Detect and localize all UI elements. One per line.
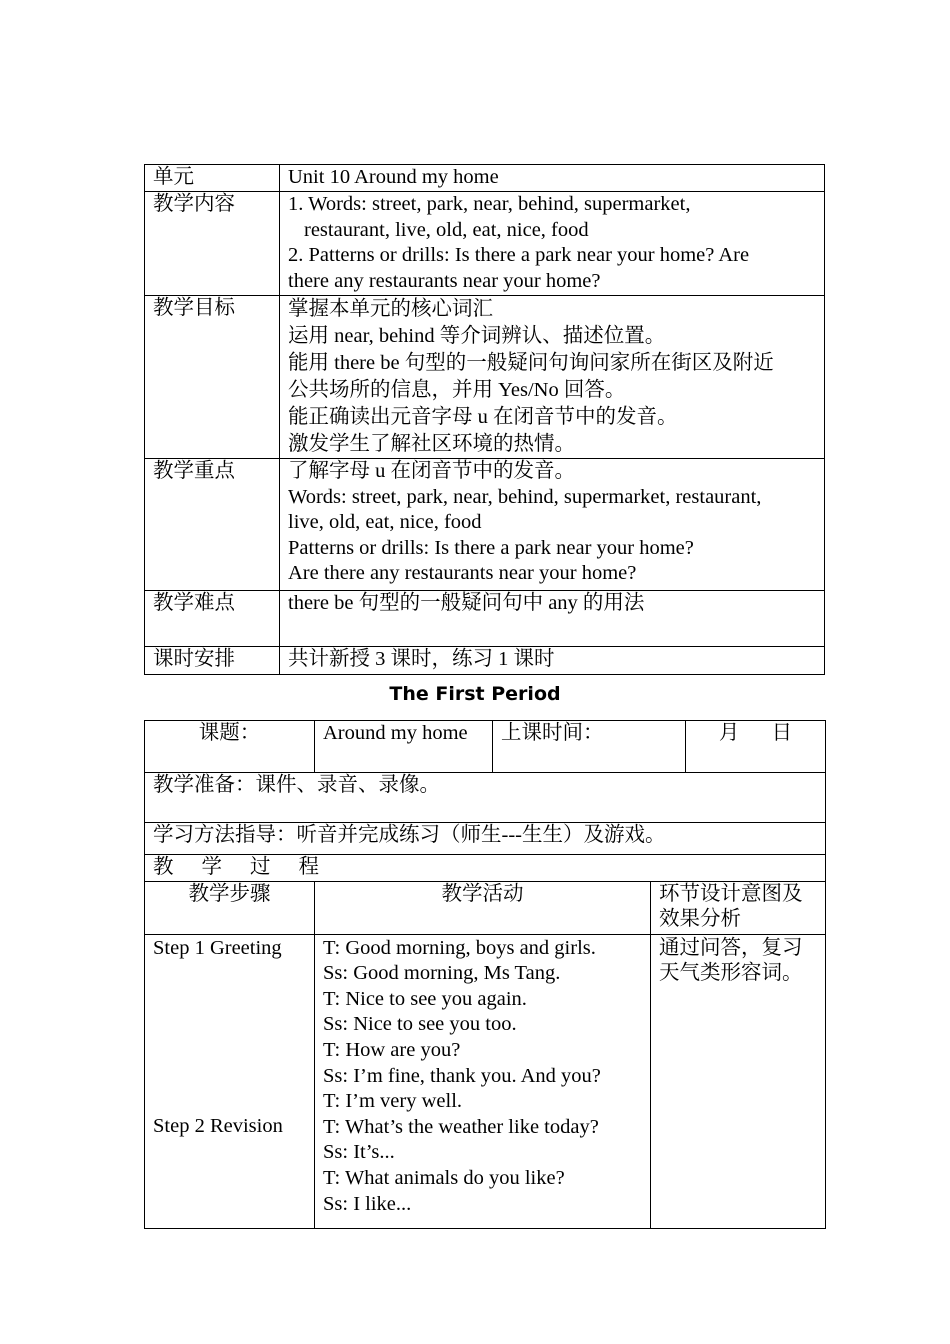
step-2: Step 2 Revision xyxy=(153,1115,283,1138)
period-title: The First Period xyxy=(389,683,561,705)
process-heading xyxy=(145,855,826,882)
content-value xyxy=(280,192,825,296)
objective-line: 公共场所的信息，并用 Yes/No 回答。 xyxy=(288,379,626,401)
step-1: Step 1 Greeting xyxy=(153,936,282,959)
schedule-label: 课时安排 xyxy=(145,647,280,675)
content-line: restaurant, live, old, eat, nice, food xyxy=(304,218,589,241)
row-unit xyxy=(145,165,825,192)
activity-line: Ss: Nice to see you too. xyxy=(323,1013,517,1036)
key-point-line: Are there any restaurants near your home? xyxy=(288,562,637,585)
process-char: 过 xyxy=(250,856,271,878)
activity-line: T: Good morning, boys and girls. xyxy=(323,936,596,959)
content-line: 2. Patterns or drills: Is there a park near your home? Are xyxy=(288,244,750,267)
time-label: 上课时间： xyxy=(493,721,686,773)
process-char: 学 xyxy=(201,856,222,878)
header-intent: 环节设计意图及效果分析 xyxy=(651,881,826,934)
key-point-line: live, old, eat, nice, food xyxy=(288,511,482,534)
date-field xyxy=(686,721,826,773)
activity-line: T: I’m very well. xyxy=(323,1090,463,1113)
header-steps: 教学步骤 xyxy=(145,881,315,934)
unit-value: Unit 10 Around my home xyxy=(280,165,825,192)
steps-cell xyxy=(145,934,315,1228)
difficulties-value: there be 句型的一般疑问句中 any 的用法 xyxy=(280,591,825,647)
objectives-label: 教学目标 xyxy=(145,296,280,459)
row-difficulties xyxy=(145,591,825,647)
process-char: 教 xyxy=(153,856,174,878)
row-method xyxy=(145,823,826,855)
key-point-line: Words: street, park, near, behind, supermarket, restaurant, xyxy=(288,485,762,508)
preparation: 教学准备：课件、录音、录像。 xyxy=(145,773,826,823)
key-point-line: Patterns or drills: Is there a park near your home? xyxy=(288,536,694,559)
row-key-points xyxy=(145,459,825,591)
objective-line: 能正确读出元音字母 u 在闭音节中的发音。 xyxy=(288,406,678,428)
month-label: 月 xyxy=(718,722,740,744)
objective-line: 激发学生了解社区环境的热情。 xyxy=(288,433,575,455)
row-preparation xyxy=(145,773,826,823)
row-schedule xyxy=(145,647,825,675)
objective-line: 掌握本单元的核心词汇 xyxy=(288,298,493,320)
activity-line: Ss: I’m fine, thank you. And you? xyxy=(323,1064,601,1087)
objective-line: 运用 near, behind 等介词辨认、描述位置。 xyxy=(288,325,666,347)
content-line: 1. Words: street, park, near, behind, supermarket, xyxy=(288,193,691,215)
activity-line: T: Nice to see you again. xyxy=(323,987,527,1010)
day-label: 日 xyxy=(771,722,793,744)
unit-overview-table xyxy=(144,164,825,675)
row-content xyxy=(145,192,825,296)
row-process xyxy=(145,855,826,882)
row-topic xyxy=(145,721,826,773)
activity-line: Ss: I like... xyxy=(323,1192,412,1215)
activities-cell xyxy=(315,934,651,1228)
activity-line: T: What’s the weather like today? xyxy=(323,1115,599,1138)
activity-line: Ss: It’s... xyxy=(323,1141,395,1164)
objective-line: 能用 there be 句型的一般疑问句询问家所在街区及附近 xyxy=(288,352,774,374)
header-activities: 教学活动 xyxy=(315,881,651,934)
unit-label: 单元 xyxy=(145,165,280,192)
key-points-value xyxy=(280,459,825,591)
method: 学习方法指导：听音并完成练习（师生---生生）及游戏。 xyxy=(145,823,826,855)
lesson-plan-table xyxy=(144,720,826,1229)
difficulties-label: 教学难点 xyxy=(145,591,280,647)
key-points-label: 教学重点 xyxy=(145,459,280,591)
intent-line: 通过问答，复习 xyxy=(659,936,803,959)
intent-cell xyxy=(651,934,826,1228)
content-line: there any restaurants near your home? xyxy=(288,269,601,292)
activity-line: T: How are you? xyxy=(323,1038,461,1061)
activity-line: T: What animals do you like? xyxy=(323,1166,565,1189)
activity-line: Ss: Good morning, Ms Tang. xyxy=(323,962,561,985)
content-label: 教学内容 xyxy=(145,192,280,296)
row-steps xyxy=(145,934,826,1228)
intent-line: 天气类形容词。 xyxy=(659,962,803,985)
process-char: 程 xyxy=(298,856,319,878)
topic-value: Around my home xyxy=(315,721,493,773)
objectives-value xyxy=(280,296,825,459)
key-point-line: 了解字母 u 在闭音节中的发音。 xyxy=(288,460,575,482)
row-headers xyxy=(145,881,826,934)
row-objectives xyxy=(145,296,825,459)
topic-label: 课题： xyxy=(145,721,315,773)
schedule-value: 共计新授 3 课时，练习 1 课时 xyxy=(280,647,825,675)
